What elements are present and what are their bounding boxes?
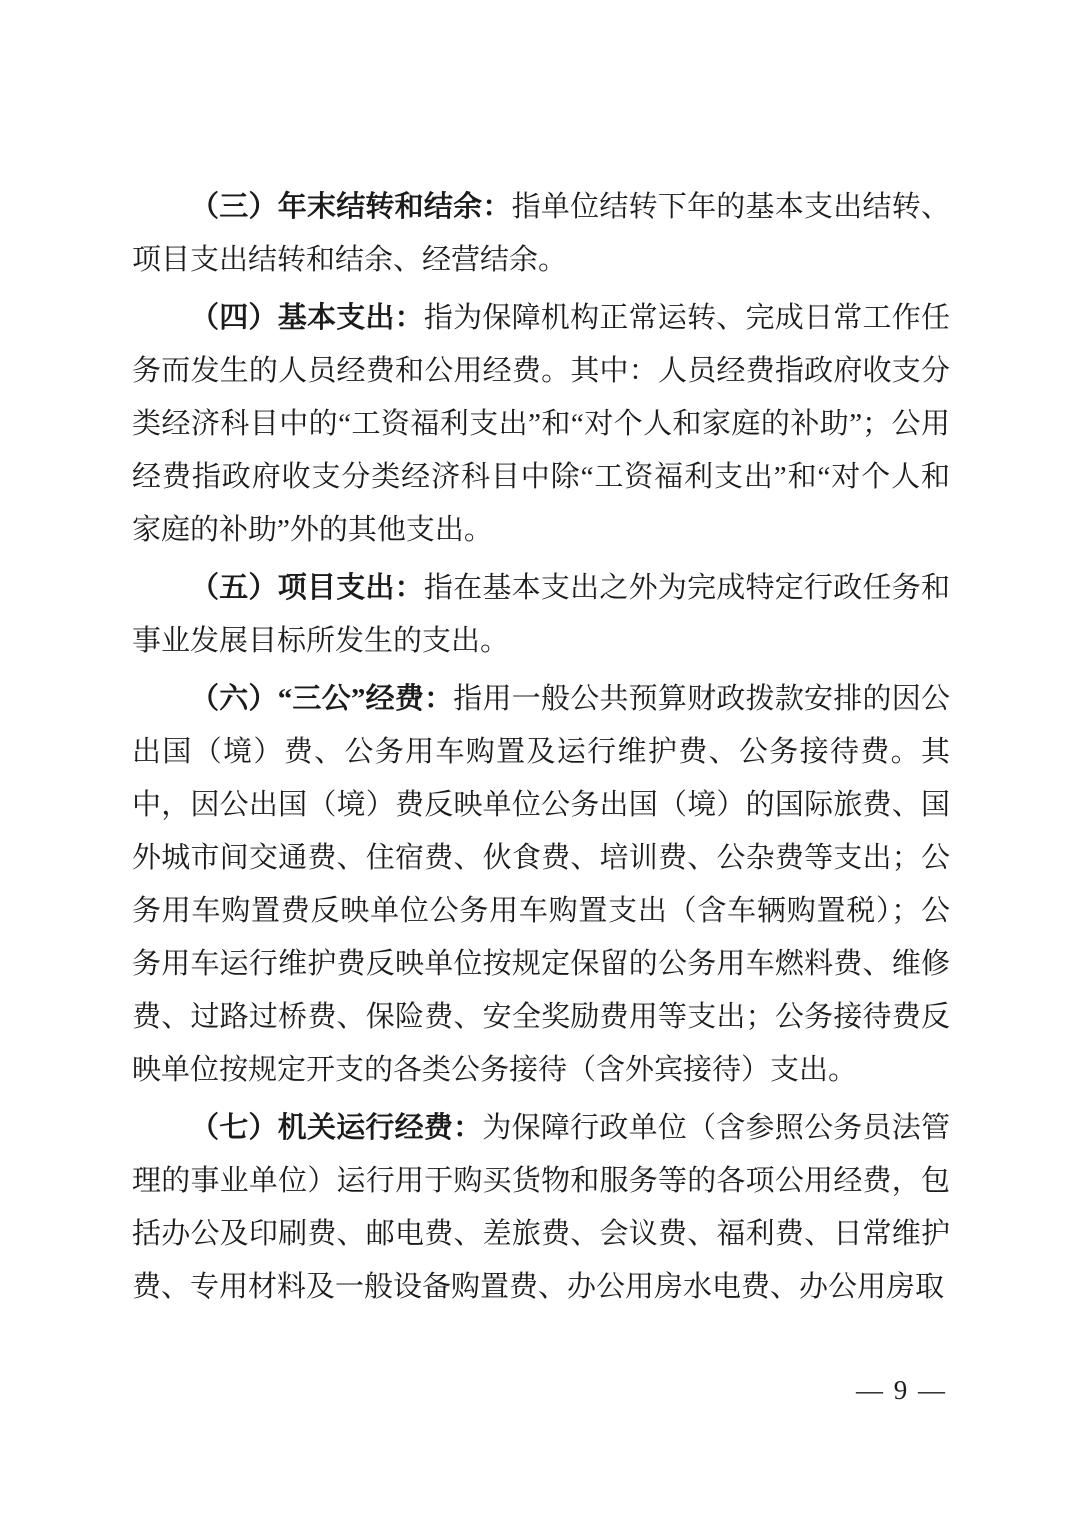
paragraph-section-4 [132, 292, 950, 557]
document-body [132, 181, 950, 1319]
paragraph-heading: （五）项目支出： [190, 572, 424, 604]
paragraph-section-3 [132, 181, 950, 287]
page-number [856, 1370, 947, 1410]
paragraph-heading: （六）“三公”经费： [190, 683, 454, 715]
paragraph-section-7 [132, 1102, 950, 1314]
paragraph-text: 指为保障机构正常运转、完成日常工作任务而发生的人员经费和公用经费。其中：人员经费指政府收支分类经济科目中的“工资福利支出”和“对个人和家庭的补助”；公用经费指政府收支分类经济科目中除“工资福利支出”和“对个人和家庭的补助”外的其他支出。 [132, 302, 950, 546]
paragraph-section-5 [132, 562, 950, 668]
paragraph-text: 指在基本支出之外为完成特定行政任务和事业发展目标所发生的支出。 [132, 572, 950, 657]
paragraph-heading: （四）基本支出： [190, 302, 424, 334]
paragraph-text: 为保障行政单位（含参照公务员法管理的事业单位）运行用于购买货物和服务等的各项公用经费，包括办公及印刷费、邮电费、差旅费、会议费、福利费、日常维护费、专用材料及一般设备购置费、办公用房水电费、办公用房取 [132, 1112, 950, 1303]
paragraph-text: 指用一般公共预算财政拨款安排的因公出国（境）费、公务用车购置及运行维护费、公务接待费。其中，因公出国（境）费反映单位公务出国（境）的国际旅费、国外城市间交通费、住宿费、伙食费、培训费、公杂费等支出；公务用车购置费反映单位公务用车购置支出（含车辆购置税）；公务用车运行维护费反映单位按规定保留的公务用车燃料费、维修费、过路过桥费、保险费、安全奖励费用等支出；公务接待费反映单位按规定开支的各类公务接待（含外宾接待）支出。 [132, 683, 950, 1086]
paragraph-section-6 [132, 673, 950, 1097]
paragraph-heading: （三）年末结转和结余： [190, 191, 512, 223]
paragraph-text: 指单位结转下年的基本支出结转、项目支出结转和结余、经营结余。 [132, 191, 950, 276]
page-number-text: — 9 — [856, 1375, 947, 1405]
paragraph-heading: （七）机关运行经费： [190, 1112, 483, 1144]
